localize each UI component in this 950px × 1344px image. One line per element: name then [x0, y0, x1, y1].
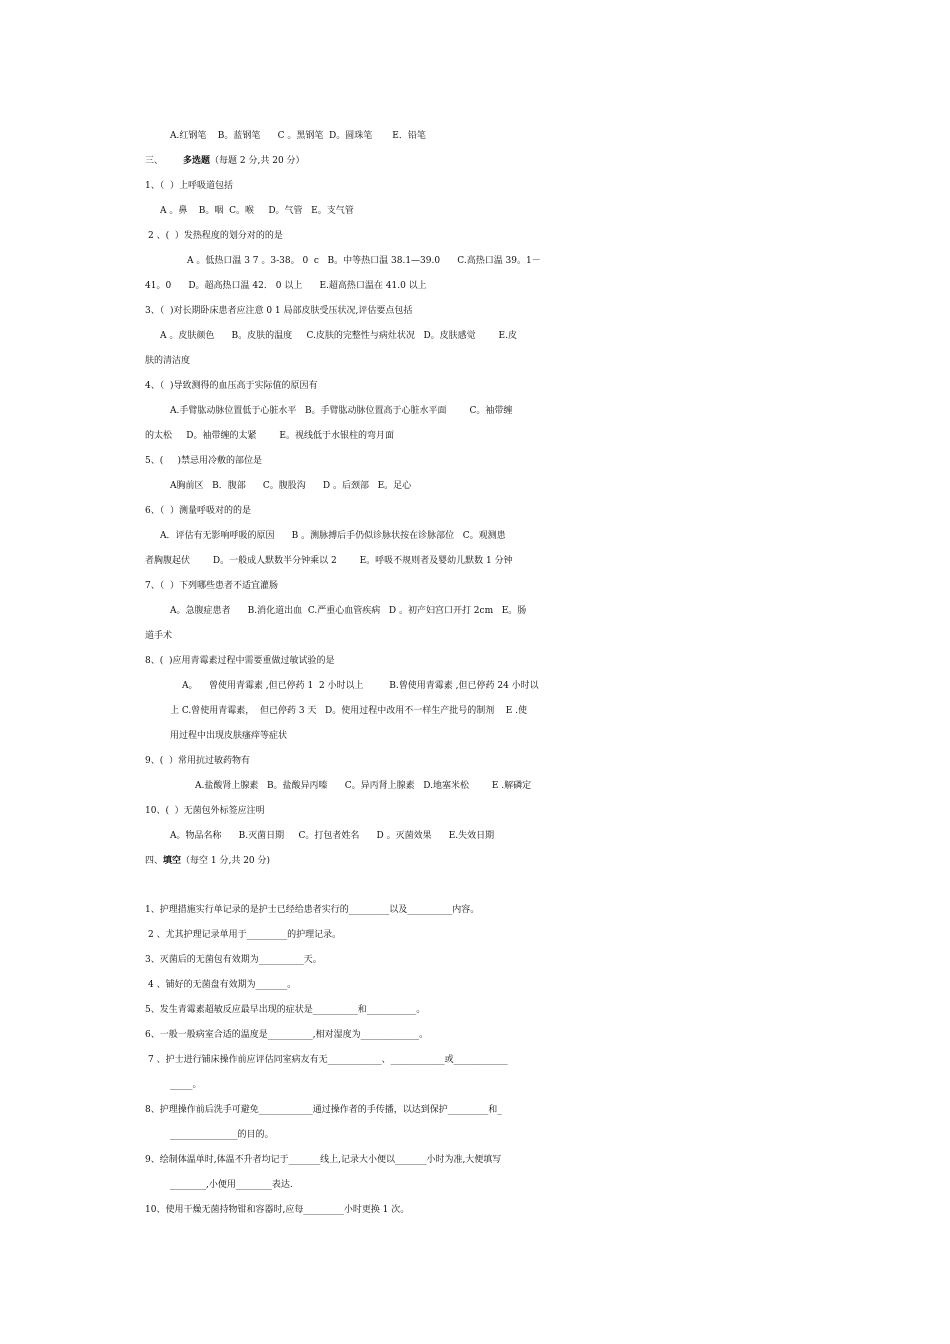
options: [0, 776, 950, 796]
line-text: A 。皮肤颜色 B。皮肤的温度 C.皮肤的完整性与病灶状况 D。皮肤感觉 E.皮: [160, 331, 517, 341]
section-title: 填空: [163, 856, 182, 866]
fill-blank-item: [0, 925, 950, 945]
line-text: 8、( )应用青霉素过程中需要重做过敏试验的是: [145, 656, 335, 666]
line-text: _____。: [170, 1080, 202, 1090]
line-text: A.手臂肱动脉位置低于心脏水平 B。手臂肱动脉位置高于心脏水平面 C。袖带缠: [170, 406, 513, 416]
line-text: A．评估有无影响呼吸的原因 B 。测脉搏后手仍似诊脉状按在诊脉部位 C。观测患: [160, 531, 506, 541]
question: [0, 301, 950, 321]
line-text: A胸前区 B．腹部 C。腹股沟 D 。后颈部 E。足心: [170, 481, 412, 491]
section-scoring: （每空 1 分,共 20 分): [181, 856, 271, 866]
options: [0, 426, 950, 446]
section-scoring: （每题 2 分,共 20 分）: [210, 156, 305, 166]
fill-blank-item: [0, 1175, 950, 1195]
fill-blank-item: [0, 950, 950, 970]
line-text: A。急腹症患者 B.消化道出血 C.严重心血管疾病 D 。初产妇宫口开打 2cm E。肠: [170, 606, 527, 616]
section-heading: [0, 151, 950, 171]
line-text: 4 、铺好的无菌盘有效期为_______。: [148, 980, 297, 990]
line-text: A 。低热口温 3 7 。3-38。 0 c B。中等热口温 38.1—39.0 C.高热口温 39。1－: [187, 256, 541, 266]
line-text: 6、（ ）测量呼吸对的的是: [145, 506, 251, 516]
line-text: 41。0 D。超高热口温 42． 0 以上 E.超高热口温在 41.0 以上: [145, 281, 427, 291]
options: [0, 626, 950, 646]
section-title: 多选题: [183, 156, 211, 166]
options: [0, 326, 950, 346]
fill-blank-item: [0, 1125, 950, 1145]
options: [0, 676, 950, 696]
line-text: 5、( )禁忌用冷敷的部位是: [145, 456, 263, 466]
options: [0, 276, 950, 296]
line-text: 者胸腹起伏 D。一般成人默数半分钟乘以 2 E。呼吸不规则者及婴幼儿默数 1 分钟: [145, 556, 513, 566]
line-text: 8、护理操作前后洗手可避免____________通过操作者的手传播，以达到保护_________和_: [145, 1105, 502, 1115]
line-text: 5、发生青霉素超敏反应最早出现的症状是__________和___________。: [145, 1005, 426, 1015]
question: [0, 576, 950, 596]
line-text: 3、（ )对长期卧床患者应注意 0 1 局部皮肤受压状况,评估要点包括: [145, 306, 413, 316]
line-text: 2 、( ）发热程度的划分对的的是: [148, 231, 283, 241]
fill-blank-item: [0, 1025, 950, 1045]
line-text: 7 、护士进行铺床操作前应评估同室病友有无____________、____________或____________: [148, 1055, 508, 1065]
question: [0, 651, 950, 671]
fill-blank-item: [0, 1075, 950, 1095]
line-text: 道手术: [145, 631, 173, 641]
line-text: ________,小便用________表达.: [170, 1180, 293, 1190]
options: [0, 551, 950, 571]
question: [0, 226, 950, 246]
options: [0, 526, 950, 546]
fill-blank-item: [0, 1150, 950, 1170]
question: [0, 176, 950, 196]
fill-blank-item: [0, 1050, 950, 1070]
line-text: 3、灭菌后的无菌包有效期为__________天。: [145, 955, 322, 965]
options: [0, 476, 950, 496]
line-text: 上 C.曾使用青霉素， 但已停药 3 天 D。使用过程中改用不一样生产批号的制剂 E .使: [170, 706, 527, 716]
line-text: 10、使用干燥无菌持物钳和容器时,应每_________小时更换 1 次。: [145, 1205, 410, 1215]
line-text: 7、（ ）下列哪些患者不适宜灌肠: [145, 581, 278, 591]
line-text: 1、（ ）上呼吸道包括: [145, 181, 233, 191]
question: [0, 451, 950, 471]
section-heading: [0, 851, 950, 871]
options: [0, 251, 950, 271]
fill-blank-item: [0, 900, 950, 920]
fill-blank-item: [0, 1100, 950, 1120]
line-text: 9、绘制体温单时,体温不升者均记于_______线上,记录大小便以_______小时为准,大便填写: [145, 1155, 502, 1165]
text-line: [0, 126, 950, 146]
options: [0, 201, 950, 221]
fill-blank-item: [0, 975, 950, 995]
line-text: 9、( ）常用抗过敏药物有: [145, 756, 250, 766]
options: [0, 726, 950, 746]
section-number: 三、: [145, 156, 184, 166]
question: [0, 801, 950, 821]
options: [0, 351, 950, 371]
options: [0, 401, 950, 421]
line-text: A.红钢笔 B。蓝钢笔 C 。黑钢笔 D。圆珠笔 E．铅笔: [170, 131, 426, 141]
question: [0, 376, 950, 396]
section-number: 四、: [145, 856, 164, 866]
options: [0, 601, 950, 621]
options: [0, 701, 950, 721]
line-text: 肤的清洁度: [145, 356, 191, 366]
line-text: A。 曾使用青霉素 ,但已停药 1 2 小时以上 B.曾使用青霉素 ,但已停药 24 小时以: [182, 681, 539, 691]
question: [0, 501, 950, 521]
line-text: _______________的目的。: [170, 1130, 274, 1140]
line-text: 1、护理措施实行单记录的是护士已经给患者实行的_________以及__________内容。: [145, 905, 480, 915]
line-text: A。物品名称 B.灭菌日期 C。打包者姓名 D 。灭菌效果 E.失效日期: [170, 831, 495, 841]
fill-blank-item: [0, 1000, 950, 1020]
line-text: 10、( ）无菌包外标签应注明: [145, 806, 265, 816]
line-text: 4、（ )导致测得的血压高于实际值的原因有: [145, 381, 318, 391]
line-text: 用过程中出现皮肤瘙痒等症状: [170, 731, 288, 741]
line-text: 的太松 D。袖带缠的太紧 E。视线低于水银柱的弯月面: [145, 431, 394, 441]
fill-blank-item: [0, 1200, 950, 1220]
line-text: 2 、尤其护理记录单用于_________的护理记录。: [148, 930, 342, 940]
line-text: A.盐酸肾上腺素 B。盐酸异丙嗪 C。异丙肾上腺素 D.地塞米松 E .解磷定: [195, 781, 532, 791]
line-text: 6、一般一般病室合适的温度是__________,相对湿度为_____________。: [145, 1030, 429, 1040]
line-text: A 。鼻 B。咽 C。喉 D。气管 E。支气管: [160, 206, 354, 216]
question: [0, 751, 950, 771]
options: [0, 826, 950, 846]
